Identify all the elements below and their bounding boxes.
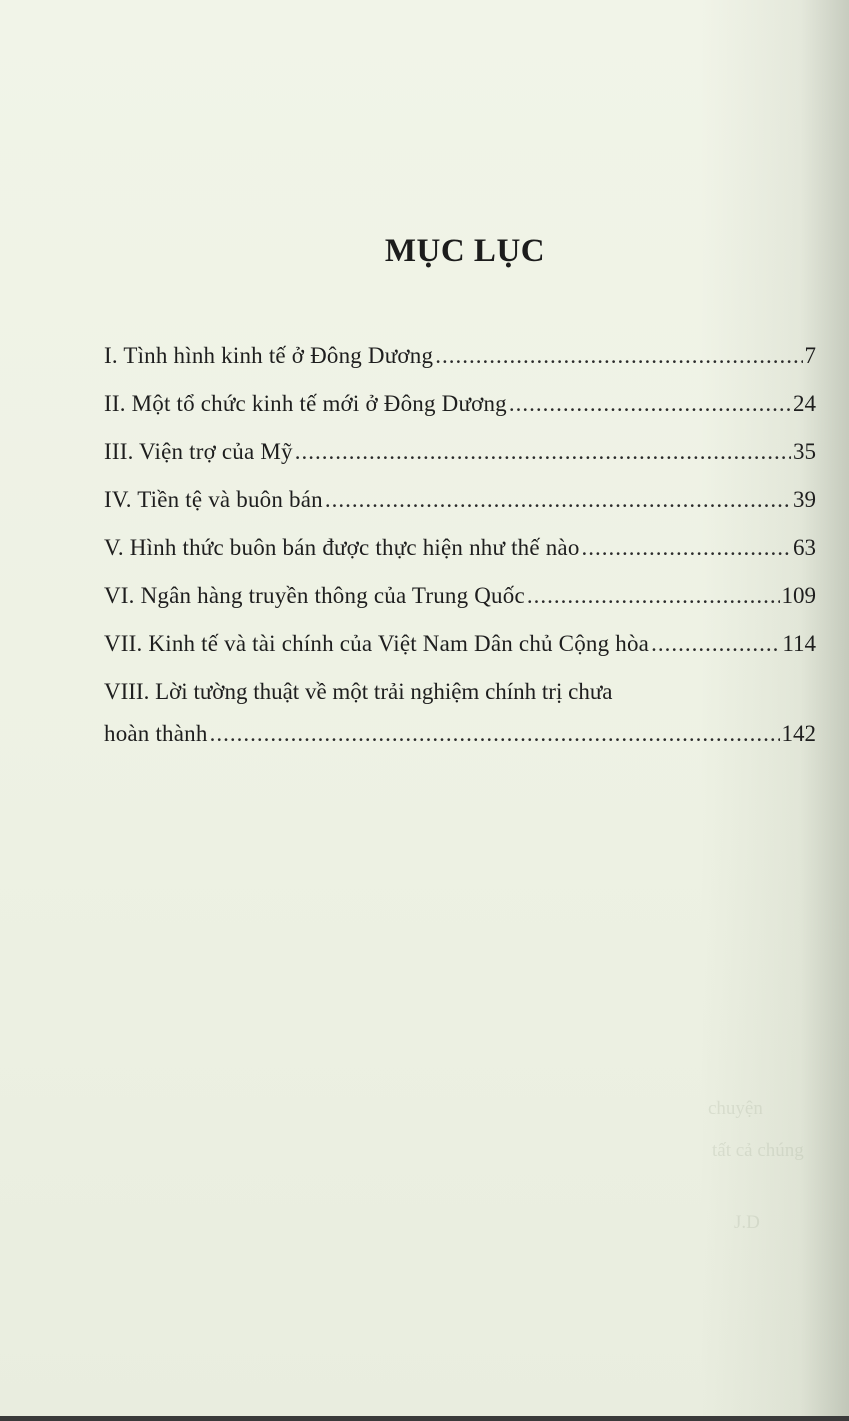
toc-entry-4 — [104, 482, 816, 530]
toc-page-number: 7 — [804, 343, 816, 368]
toc-entry-title: III. Viện trợ của Mỹ — [104, 439, 293, 464]
dot-leader — [582, 530, 791, 566]
dot-leader — [325, 482, 791, 518]
toc-page-number: 114 — [782, 631, 816, 656]
toc-page-number: 24 — [793, 391, 816, 416]
toc-entry-6 — [104, 578, 816, 626]
toc-page-number: 142 — [781, 721, 816, 746]
toc-entry-title-line-1: VIII. Lời tường thuật về một trải nghiệm chính trị chưa — [104, 679, 613, 704]
dot-leader — [651, 626, 780, 662]
dot-leader — [435, 338, 802, 374]
toc-page-number: 39 — [793, 487, 816, 512]
toc-entry-title: V. Hình thức buôn bán được thực hiện như thế nào — [104, 535, 580, 560]
toc-entry-8 — [104, 674, 816, 752]
toc-page-number: 109 — [781, 583, 816, 608]
toc-entry-1 — [104, 338, 816, 386]
toc-entry-title: VII. Kinh tế và tài chính của Việt Nam Dân chủ Cộng hòa — [104, 631, 650, 656]
bleed-through-signature: J.D — [734, 1212, 760, 1233]
toc-entry-title: IV. Tiền tệ và buôn bán — [104, 487, 323, 512]
page-title: MỤC LỤC — [384, 233, 546, 269]
dot-leader — [295, 434, 791, 470]
dot-leader — [210, 716, 780, 752]
scan-edge — [0, 1416, 849, 1421]
toc-entry-2 — [104, 386, 816, 434]
toc-entry-title: VI. Ngân hàng truyền thông của Trung Quốc — [104, 583, 525, 608]
bleed-through-text: chuyện — [708, 1098, 763, 1119]
toc-page-number: 63 — [793, 535, 816, 560]
dot-leader — [527, 578, 780, 614]
table-of-contents — [104, 338, 816, 752]
dot-leader — [509, 386, 791, 422]
toc-entry-title-line-2: hoàn thành — [104, 721, 208, 746]
toc-entry-title: II. Một tổ chức kinh tế mới ở Đông Dương — [104, 391, 507, 416]
toc-entry-title: I. Tình hình kinh tế ở Đông Dương — [104, 343, 434, 368]
toc-page-number: 35 — [793, 439, 816, 464]
toc-entry-3 — [104, 434, 816, 482]
bleed-through-text: tất cả chúng — [712, 1140, 804, 1161]
toc-entry-7 — [104, 626, 816, 674]
toc-entry-5 — [104, 530, 816, 578]
